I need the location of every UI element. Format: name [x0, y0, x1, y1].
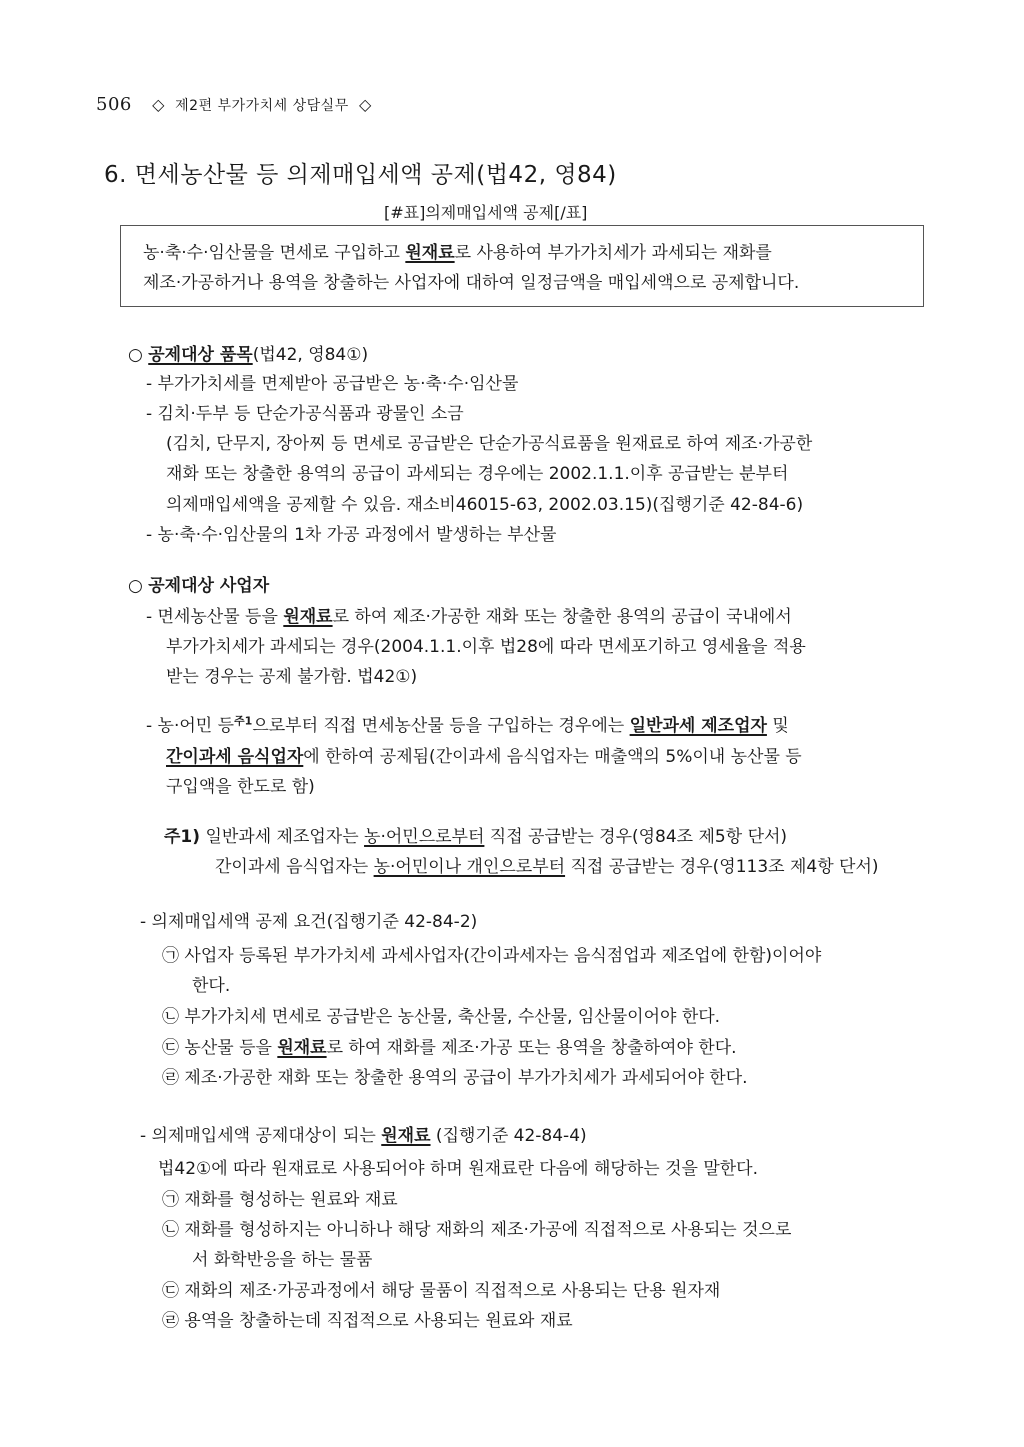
- s2-heading-text: 공제대상 사업자: [148, 576, 270, 596]
- paragraph-line: [166, 742, 802, 772]
- paragraph-line: 받는 경우는 공제 불가함. 법42①): [166, 667, 418, 687]
- text: 직접 공급받는 경우(영84조 제5항 단서): [484, 827, 788, 847]
- list-item: 한다.: [192, 976, 231, 996]
- emphasis: 원재료: [381, 1126, 431, 1146]
- summary-box: [120, 225, 924, 307]
- text: 직접 공급받는 경우(영113조 제4항 단서): [565, 857, 879, 877]
- text: 간이과세 음식업자는: [215, 857, 374, 877]
- text: - 농·어민 등: [146, 716, 235, 736]
- summary-line-1: [143, 238, 903, 268]
- list-item: ㉣ 용역을 창출하는데 직접적으로 사용되는 원료와 재료: [162, 1311, 573, 1331]
- emphasis: 원재료: [405, 243, 455, 263]
- list-item: ㉢ 재화의 제조·가공과정에서 해당 물품이 직접적으로 사용되는 단용 원자재: [162, 1281, 721, 1301]
- emphasis: 원재료: [277, 1038, 327, 1058]
- list-item: ㉣ 제조·가공한 재화 또는 창출한 용역의 공급이 부가가치세가 과세되어야 한다.: [162, 1068, 748, 1088]
- paragraph-line: [146, 711, 789, 741]
- intro-line: 법42①에 따라 원재료로 사용되어야 하며 원재료란 다음에 해당하는 것을 말한다.: [158, 1159, 758, 1179]
- footnote-line: [215, 852, 879, 882]
- s1-heading-text: 공제대상 품목: [148, 345, 253, 365]
- circle-bullet-icon: ○: [128, 576, 143, 596]
- list-item: 재화 또는 창출한 용역의 공급이 과세되는 경우에는 2002.1.1.이후 공급받는 분부터: [166, 464, 789, 484]
- s2-heading: [128, 571, 269, 601]
- text: 일반과세 제조업자는: [205, 827, 365, 847]
- section-name: 제2편 부가가치세 상담실무: [175, 98, 349, 114]
- paragraph-line: 구입액을 한도로 함): [166, 777, 315, 797]
- footnote-label: 주1): [164, 827, 201, 847]
- list-item: - 김치·두부 등 단순가공식품과 광물인 소금: [146, 404, 464, 424]
- emphasis: 간이과세 음식업자: [166, 747, 304, 767]
- list-item: [162, 1033, 737, 1063]
- list-item: 서 화학반응을 하는 물품: [192, 1250, 373, 1270]
- diamond-icon: ◇: [358, 95, 372, 114]
- s3-heading: - 의제매입세액 공제 요건(집행기준 42-84-2): [140, 912, 478, 932]
- page-number: 506: [96, 94, 132, 115]
- paragraph-line: [146, 602, 792, 632]
- page-header: [96, 94, 376, 115]
- text: 에 한하여 공제됨(간이과세 음식업자는 매출액의 5%이내 농산물 등: [303, 747, 802, 767]
- text: ㉢ 농산물 등을: [162, 1038, 278, 1058]
- text: 로 하여 제조·가공한 재화 또는 창출한 용역의 공급이 국내에서: [332, 607, 792, 627]
- text: 로 하여 재화를 제조·가공 또는 용역을 창출하여야 한다.: [326, 1038, 737, 1058]
- text: 농·축·수·임산물을 면세로 구입하고: [143, 243, 406, 263]
- list-item: 의제매입세액을 공제할 수 있음. 재소비46015-63, 2002.03.15)(집행기준 42-84-6): [166, 495, 804, 515]
- circle-bullet-icon: ○: [128, 345, 143, 365]
- underlined-text: 농·어민으로부터: [364, 827, 485, 847]
- underlined-text: 농·어민이나 개인으로부터: [373, 857, 566, 877]
- text: 로 사용하여 부가가치세가 과세되는 재화를: [454, 243, 772, 263]
- list-item: - 농·축·수·임산물의 1차 가공 과정에서 발생하는 부산물: [146, 525, 557, 545]
- summary-line-2: 제조·가공하거나 용역을 창출하는 사업자에 대하여 일정금액을 매입세액으로 공제합니다.: [143, 273, 800, 293]
- text: - 면세농산물 등을: [146, 607, 284, 627]
- text: - 의제매입세액 공제대상이 되는: [140, 1126, 382, 1146]
- emphasis: 일반과세 제조업자: [629, 716, 767, 736]
- text: 및: [766, 716, 789, 736]
- paragraph-line: 부가가치세가 과세되는 경우(2004.1.1.이후 법28에 따라 면세포기하고 영세율을 적용: [166, 637, 806, 657]
- section-title: 6. 면세농산물 등 의제매입세액 공제(법42, 영84): [104, 162, 617, 188]
- s1-ref: (법42, 영84①): [252, 345, 369, 365]
- text: (집행기준 42-84-4): [430, 1126, 587, 1146]
- list-item: - 부가가치세를 면제받아 공급받은 농·축·수·임산물: [146, 374, 519, 394]
- emphasis: 원재료: [283, 607, 333, 627]
- footnote-marker: 주1: [234, 714, 253, 728]
- footnote-line: [164, 822, 787, 852]
- list-item: (김치, 단무지, 장아찌 등 면세로 공급받은 단순가공식료품을 원재료로 하여 제조·가공한: [166, 434, 813, 454]
- list-item: ㉡ 부가가치세 면세로 공급받은 농산물, 축산물, 수산물, 임산물이어야 한다.: [162, 1007, 721, 1027]
- text: 으로부터 직접 면세농산물 등을 구입하는 경우에는: [252, 716, 630, 736]
- diamond-icon: ◇: [152, 95, 165, 114]
- table-tag: [#표]의제매입세액 공제[/표]: [384, 203, 588, 222]
- list-item: ㉠ 재화를 형성하는 원료와 재료: [162, 1190, 398, 1210]
- list-item: ㉡ 재화를 형성하지는 아니하나 해당 재화의 제조·가공에 직접적으로 사용되는 것으로: [162, 1220, 792, 1240]
- list-item: ㉠ 사업자 등록된 부가가치세 과세사업자(간이과세자는 음식점업과 제조업에 한함)이어야: [162, 946, 822, 966]
- s1-heading: [128, 340, 368, 370]
- s4-heading: [140, 1121, 587, 1151]
